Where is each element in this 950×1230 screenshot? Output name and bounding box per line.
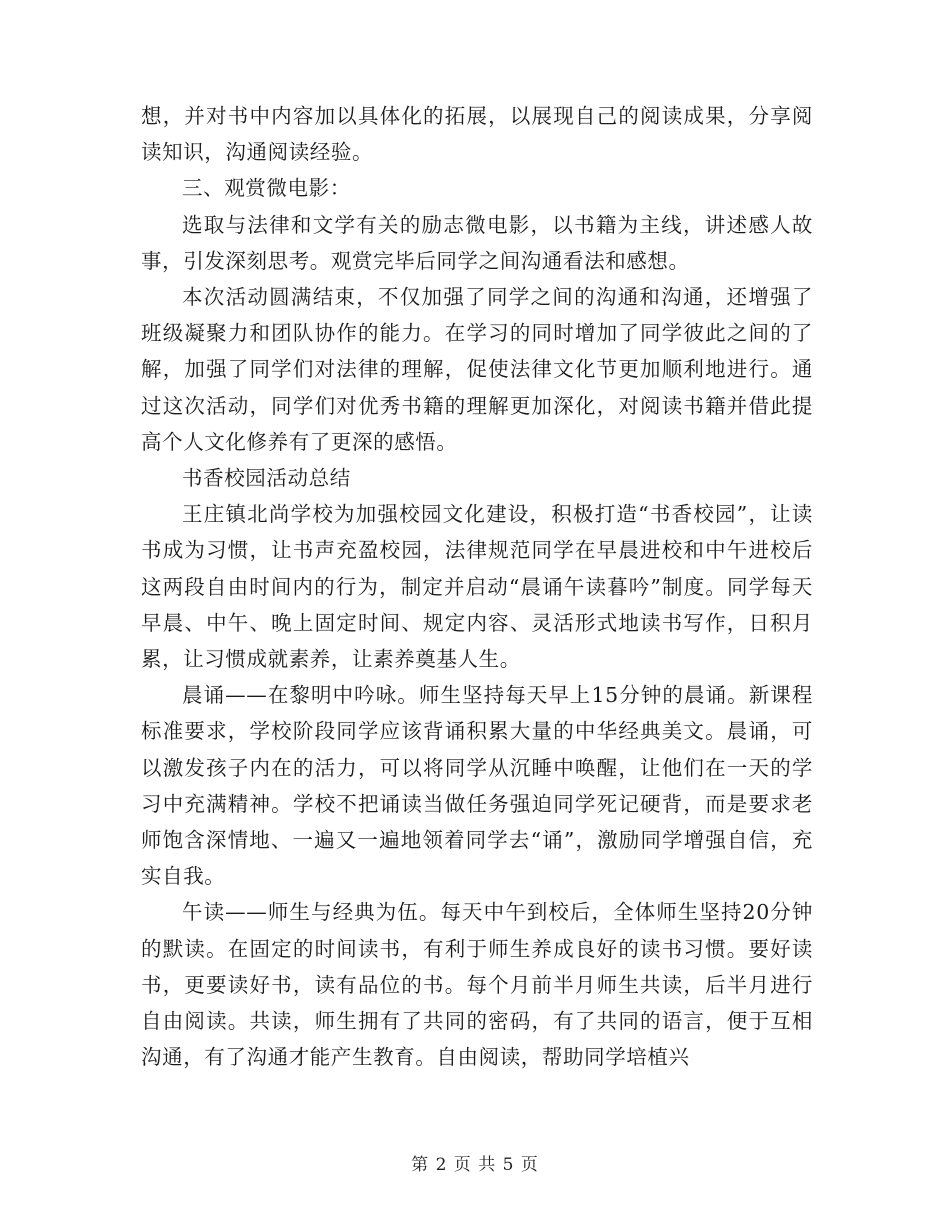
document-body <box>141 98 813 1075</box>
section-title-campus-reading: 书香校园活动总结 <box>182 466 351 491</box>
paragraph-activity-conclusion: 本次活动圆满结束，不仅加强了同学之间的沟通和沟通，还增强了班级凝聚力和团队协作的能力。在学习的同时增加了同学彼此之间的了解，加强了同学们对法律的理解，促使法律文化节更加顺利地进行。通过这次活动，同学们对优秀书籍的理解更加深化，对阅读书籍并借此提高个人文化修养有了更深的感悟。 <box>141 285 813 454</box>
paragraph-micro-film: 选取与法律和文学有关的励志微电影，以书籍为主线，讲述感人故事，引发深刻思考。观赏完毕后同学之间沟通看法和感想。 <box>141 212 813 273</box>
paragraph-school-intro: 王庄镇北尚学校为加强校园文化建设，积极打造“书香校园”，让读书成为习惯，让书声充盈校园，法律规范同学在早晨进校和中午进校后这两段自由时间内的行为，制定并启动“晨诵午读暮吟”制度。同学每天早晨、中午、晚上固定时间、规定内容、灵活形式地读书写作，日积月累，让习惯成就素养，让素养奠基人生。 <box>141 502 813 672</box>
paragraph-noon-reading: 午读——师生与经典为伍。每天中午到校后，全体师生坚持20分钟的默读。在固定的时间读书，有利于师生养成良好的读书习惯。要好读书，更要读好书，读有品位的书。每个月前半月师生共读，后半月进行自由阅读。共读，师生拥有了共同的密码，有了共同的语言，便于互相沟通，有了沟通才能产生教育。自由阅读，帮助同学培植兴 <box>141 900 813 1070</box>
paragraph-continuation: 想，并对书中内容加以具体化的拓展，以展现自己的阅读成果，分享阅读知识，沟通阅读经验。 <box>141 104 813 165</box>
paragraph-morning-recital: 晨诵——在黎明中吟咏。师生坚持每天早上15分钟的晨诵。新课程标准要求，学校阶段同学应该背诵积累大量的中华经典美文。晨诵，可以激发孩子内在的活力，可以将同学从沉睡中唤醒，让他们在一天的学习中充满精神。学校不把诵读当做任务强迫同学死记硬背，而是要求老师饱含深情地、一遍又一遍地领着同学去“诵”，激励同学增强自信，充实自我。 <box>141 683 813 889</box>
page-number-footer: 第 2 页 共 5 页 <box>411 1155 539 1175</box>
section-heading-micro-film: 三、观赏微电影： <box>182 176 351 201</box>
